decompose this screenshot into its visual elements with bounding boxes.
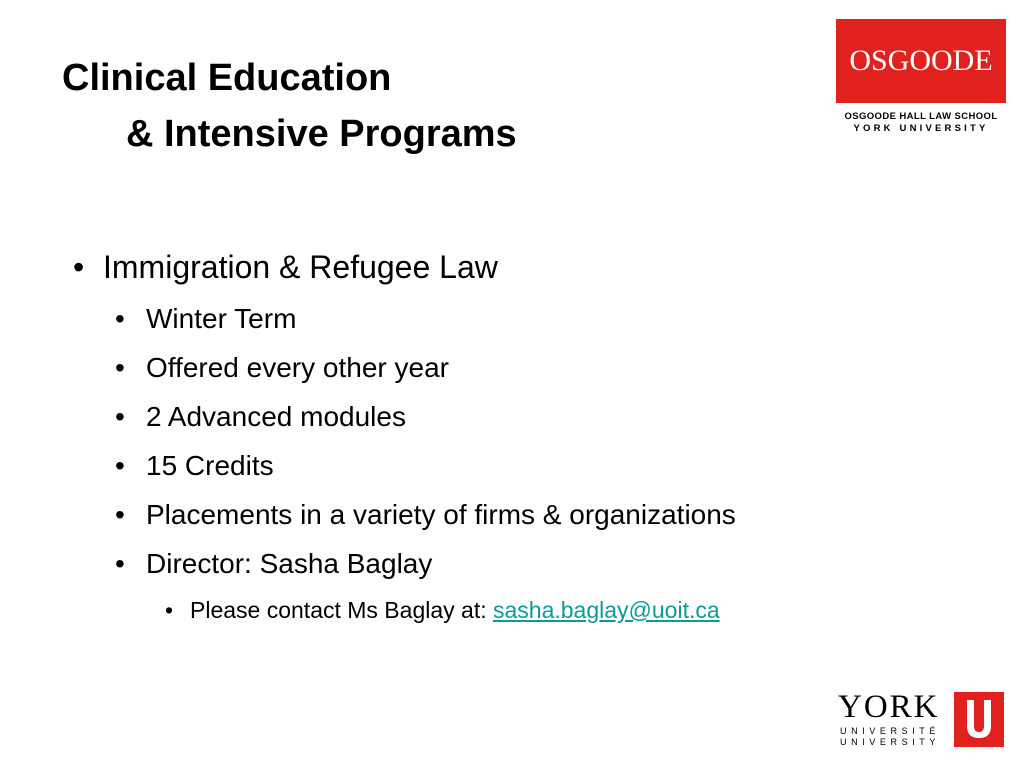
osgoode-university-name: YORK UNIVERSITY [853,123,989,134]
sub-bullet [115,303,296,335]
osgoode-school-name: OSGOODE HALL LAW SCHOOL [844,111,998,122]
contact-bullet [165,597,720,624]
sub-bullet-text: Winter Term [146,303,297,334]
slide-title [62,50,517,162]
sub-bullet [115,450,274,482]
sub-bullet-text: Offered every other year [146,352,449,383]
osgoode-wordmark: OSGOODE [836,19,1006,103]
bullet-dot: • [165,597,174,623]
sub-bullet-text: 2 Advanced modules [146,401,406,432]
email-link[interactable]: sasha.baglay@uoit.ca [493,597,720,623]
york-wordmark: YORK [838,689,940,725]
sub-bullet [115,499,736,531]
bullet-dot: • [115,548,125,579]
york-subtitle [840,726,940,747]
bullet-main-text: Immigration & Refugee Law [103,249,498,285]
bullet-dot: • [73,249,85,285]
osgoode-subtitle [836,111,1006,135]
contact-prefix: Please contact Ms Baglay at: [190,597,493,623]
bullet-dot: • [115,303,125,334]
sub-bullet [115,548,432,580]
bullet-main [73,249,498,286]
bullet-dot: • [115,450,125,481]
osgoode-logo [836,19,1006,135]
sub-bullet [115,401,406,433]
title-line-2: & Intensive Programs [126,113,517,155]
york-university: UNIVERSITY [840,736,941,747]
york-logo [838,690,1006,748]
sub-bullet-text: Director: Sasha Baglay [146,548,433,579]
york-universite: UNIVERSITÉ [840,726,941,736]
york-u-icon [954,692,1004,747]
sub-bullet-text: 15 Credits [146,450,274,481]
bullet-dot: • [115,352,125,383]
title-line-1: Clinical Education [62,57,392,99]
sub-bullet-text: Placements in a variety of firms & organizations [146,499,736,530]
sub-bullet [115,352,449,384]
bullet-dot: • [115,401,125,432]
bullet-dot: • [115,499,125,530]
